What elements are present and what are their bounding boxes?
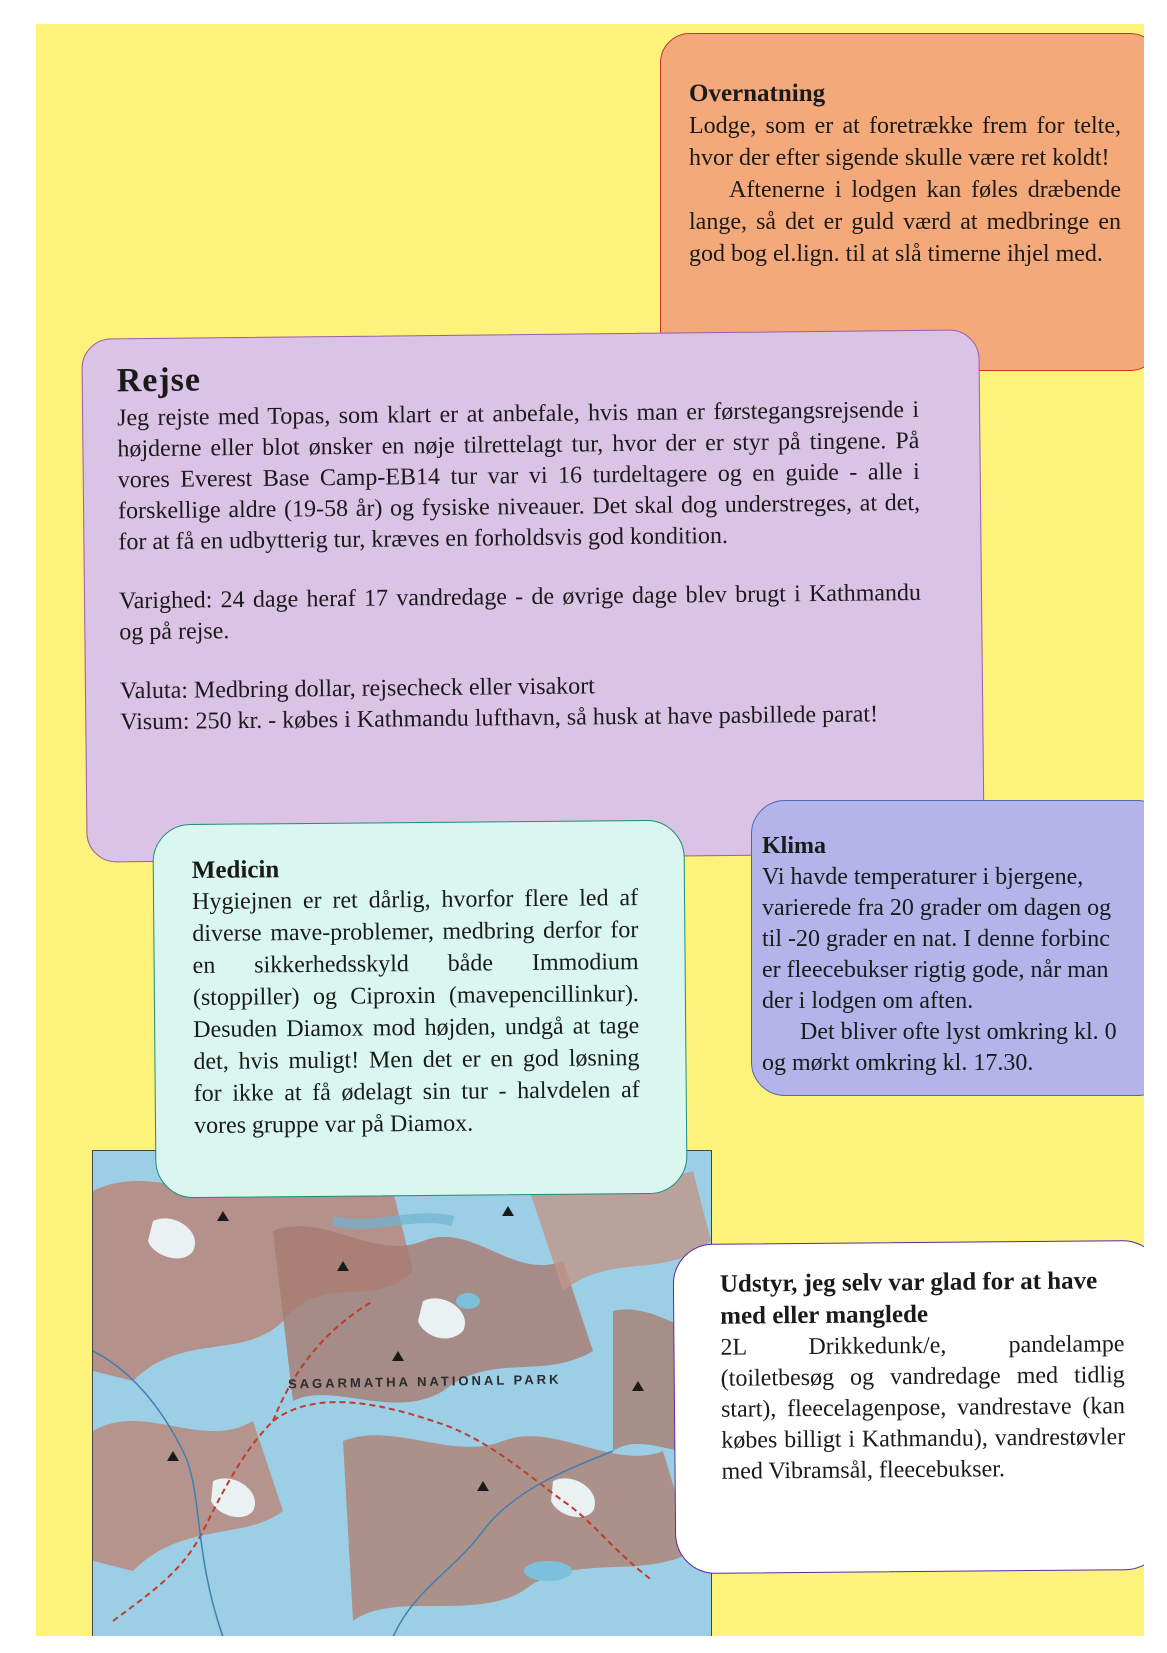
- overnatning-title: Overnatning: [689, 80, 826, 107]
- klima-line: Det bliver ofte lyst omkring kl. 0: [800, 1019, 1117, 1045]
- rejse-visum: Visum: 250 kr. - købes i Kathmandu lufthavn, så husk at have pasbillede parat!: [120, 701, 879, 736]
- rejse-valuta: Valuta: Medbring dollar, rejsecheck eller visakort: [119, 673, 595, 705]
- medicin-title: Medicin: [191, 856, 280, 884]
- rejse-varighed: Varighed: 24 dage heraf 17 vandredage - de øvrige dage blev brugt i Kathmandu og på rejse.: [118, 579, 922, 646]
- klima-box: [751, 800, 1144, 1096]
- klima-line: er fleecebukser rigtig gode, når man: [762, 957, 1109, 983]
- klima-line: og mørkt omkring kl. 17.30.: [762, 1050, 1034, 1076]
- klima-line: Vi havde temperaturer i bjergene,: [762, 864, 1084, 890]
- trekking-map: [92, 1150, 712, 1636]
- rejse-title: Rejse: [116, 361, 202, 400]
- overnatning-box: [660, 33, 1144, 371]
- page-background: [36, 24, 1144, 1636]
- map-park-label: SAGARMATHA NATIONAL PARK: [287, 1371, 562, 1392]
- medicin-box: [152, 820, 687, 1199]
- map-terrain: [93, 1151, 711, 1636]
- klima-line: til -20 grader en nat. I denne forbinc: [762, 926, 1110, 952]
- udstyr-title: Udstyr, jeg selv var glad for at have med eller manglede: [719, 1267, 1098, 1330]
- overnatning-paragraph-2: Aftenerne i lodgen kan føles dræbende lange, så det er guld værd at medbringe en god bog el.lign. til at slå timerne ihjel med.: [689, 177, 1121, 267]
- rejse-paragraph: Jeg rejste med Topas, som klart er at anbefale, hvis man er førstegangsrejsende i højderne eller blot ønsker en nøje tilrettelagt tur, hvor der er styr på tingene. På vores Everest Base Camp-EB14 tur var vi 16 turdeltagere og en guide - alle i forskellige aldre (19-58 år) og fysiske niveauer. Det skal dog understreges, at det, for at få en udbytterig tur, kræves en forholdsvis god kondition.: [116, 396, 921, 556]
- rejse-box: [81, 329, 984, 862]
- medicin-text: Hygiejnen er ret dårlig, hvorfor flere led af diverse mave-problemer, medbring derfor for en sikkerhedsskyld både Immodium (stoppiller) og Ciproxin (mavepencillinkur). Desuden Diamox mod højden, undgå at tage det, hvis muligt! Men det er en god løsning for ikke at få ødelagt sin tur - halvdelen af vores gruppe var på Diamox.: [191, 885, 640, 1139]
- overnatning-paragraph-1: Lodge, som er at foretrække frem for telte, hvor der efter sigende skulle være ret koldt!: [689, 113, 1121, 171]
- udstyr-text: 2L Drikkedunk/e, pandelampe (toiletbesøg og vandredage med tidlig start), fleecelagenpose, vandrestave (kan købes billigt i Kathmandu), vandrestøvler med Vibramsål, fleecebukser.: [720, 1331, 1126, 1485]
- klima-line: varierede fra 20 grader om dagen og: [762, 895, 1112, 921]
- klima-title: Klima: [762, 833, 826, 859]
- udstyr-box: [673, 1240, 1144, 1574]
- klima-line: der i lodgen om aften.: [762, 988, 974, 1014]
